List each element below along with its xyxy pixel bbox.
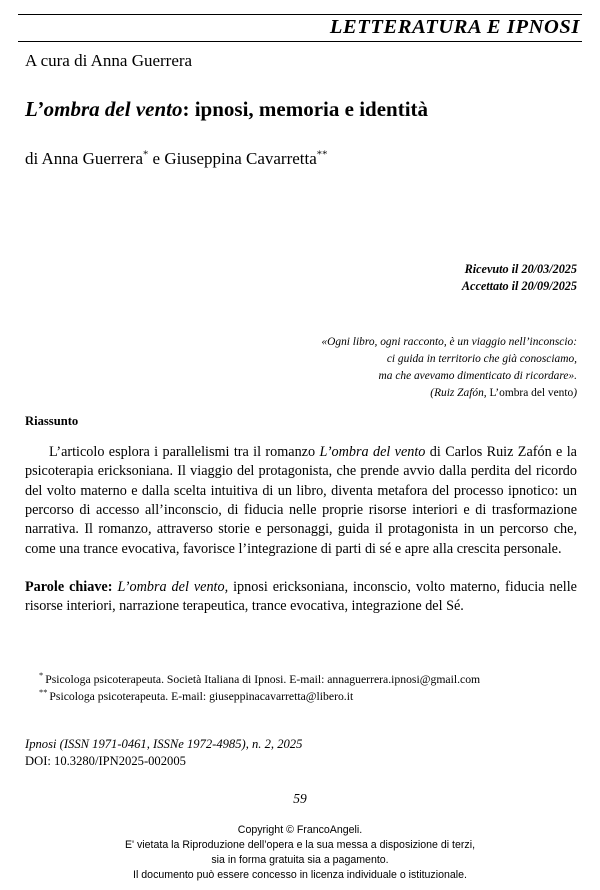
footnote-marker-1: * [39, 670, 44, 681]
journal-metadata [25, 736, 577, 771]
epigraph-line-1: «Ogni libro, ogni racconto, è un viaggio nell’inconscio: [321, 336, 577, 348]
journal-issn-line: Ipnosi (ISSN 1971-0461, ISSNe 1972-4985), n. 2, 2025 [25, 737, 303, 751]
date-accepted: Accettato il 20/09/2025 [461, 279, 577, 294]
page-number: 59 [293, 791, 307, 806]
journal-doi-line: DOI: 10.3280/IPN2025-002005 [25, 754, 186, 769]
abstract-body [25, 443, 577, 559]
keywords-list: ipnosi ericksoniana, inconscio, volto materno, fiducia nelle risorse interiori, narrazione terapeutica, trance evocativa, integrazione del Sé. [25, 579, 577, 615]
keywords-label: Parole chiave: [25, 579, 113, 595]
section-editor-line: A cura di Anna Guerrera [25, 51, 193, 70]
abstract-work-title: L’ombra del vento [319, 444, 426, 460]
submission-dates [462, 261, 577, 296]
epigraph [247, 334, 577, 402]
keywords-block [25, 578, 577, 617]
abstract-heading: Riassunto [25, 414, 79, 428]
footnote-2 [25, 686, 577, 705]
article-title-work: L’ombra del vento [25, 97, 183, 121]
copyright-line-4: Il documento può essere concesso in licenza individuale o istituzionale. [133, 869, 467, 882]
byline-conjunction: e Giuseppina Cavarretta [148, 149, 317, 168]
byline-footnote-marker-1: * [143, 149, 149, 161]
copyright-line-2: E' vietata la Riproduzione dell’opera e la sua messa a disposizione di terzi, [124, 839, 476, 852]
copyright-line-3: sia in forma gratuita sia a pagamento. [211, 854, 389, 867]
copyright-footer [0, 823, 600, 883]
footnote-text-1: Psicologa psicoterapeuta. Società Italiana di Ipnosi. E-mail: annaguerrera.ipnosi@gmail.com [45, 673, 481, 686]
copyright-line-1: Copyright © FrancoAngeli. [237, 824, 363, 836]
date-received: Ricevuto il 20/03/2025 [464, 262, 577, 276]
header-rule-bottom [18, 41, 582, 42]
running-header [18, 14, 582, 42]
footnote-marker-2: ** [39, 686, 48, 697]
article-title [25, 97, 577, 122]
epigraph-source [247, 385, 577, 402]
epigraph-line-3: ma che avevamo dimenticato di ricordare». [378, 370, 577, 383]
epigraph-source-author: (Ruiz Zafón, [430, 387, 490, 400]
article-byline [25, 148, 327, 169]
byline-footnote-marker-2: ** [316, 149, 328, 161]
footnotes-block [25, 672, 577, 704]
article-title-subtitle: : ipnosi, memoria e identità [182, 97, 429, 121]
footnote-text-2: Psicologa psicoterapeuta. E-mail: giuseppinacavarretta@libero.it [49, 689, 354, 703]
epigraph-source-work: L’ombra del vento [489, 387, 574, 400]
epigraph-source-close: ) [573, 387, 577, 400]
keywords-first-term: L’ombra del vento, [117, 579, 229, 595]
abstract-text-part-1: L’articolo esplora i parallelismi tra il romanzo [49, 444, 320, 460]
footnote-1 [25, 672, 577, 688]
epigraph-line-2: ci guida in territorio che già conosciamo, [386, 353, 577, 366]
byline-author-first: di Anna Guerrera [25, 149, 144, 168]
abstract-text-part-2: di Carlos Ruiz Zafón e la psicoterapia ericksoniana. Il viaggio del protagonista, che prende avvio dalla perdita del ricordo del volto materno e dalla scelta intuitiva di un libro, diventa metafora del processo ipnotico: un percorso di accesso all’inconscio, di fiducia nelle proprie risorse interiori e di trasformazione narrativa. Il romanzo, attraverso storie e personaggi, guida il protagonista in un percorso che, come una trance evocativa, favorisce l’integrazione di parti di sé e apre alla crescita personale. [25, 444, 577, 557]
section-title: LETTERATURA E IPNOSI [329, 16, 580, 38]
